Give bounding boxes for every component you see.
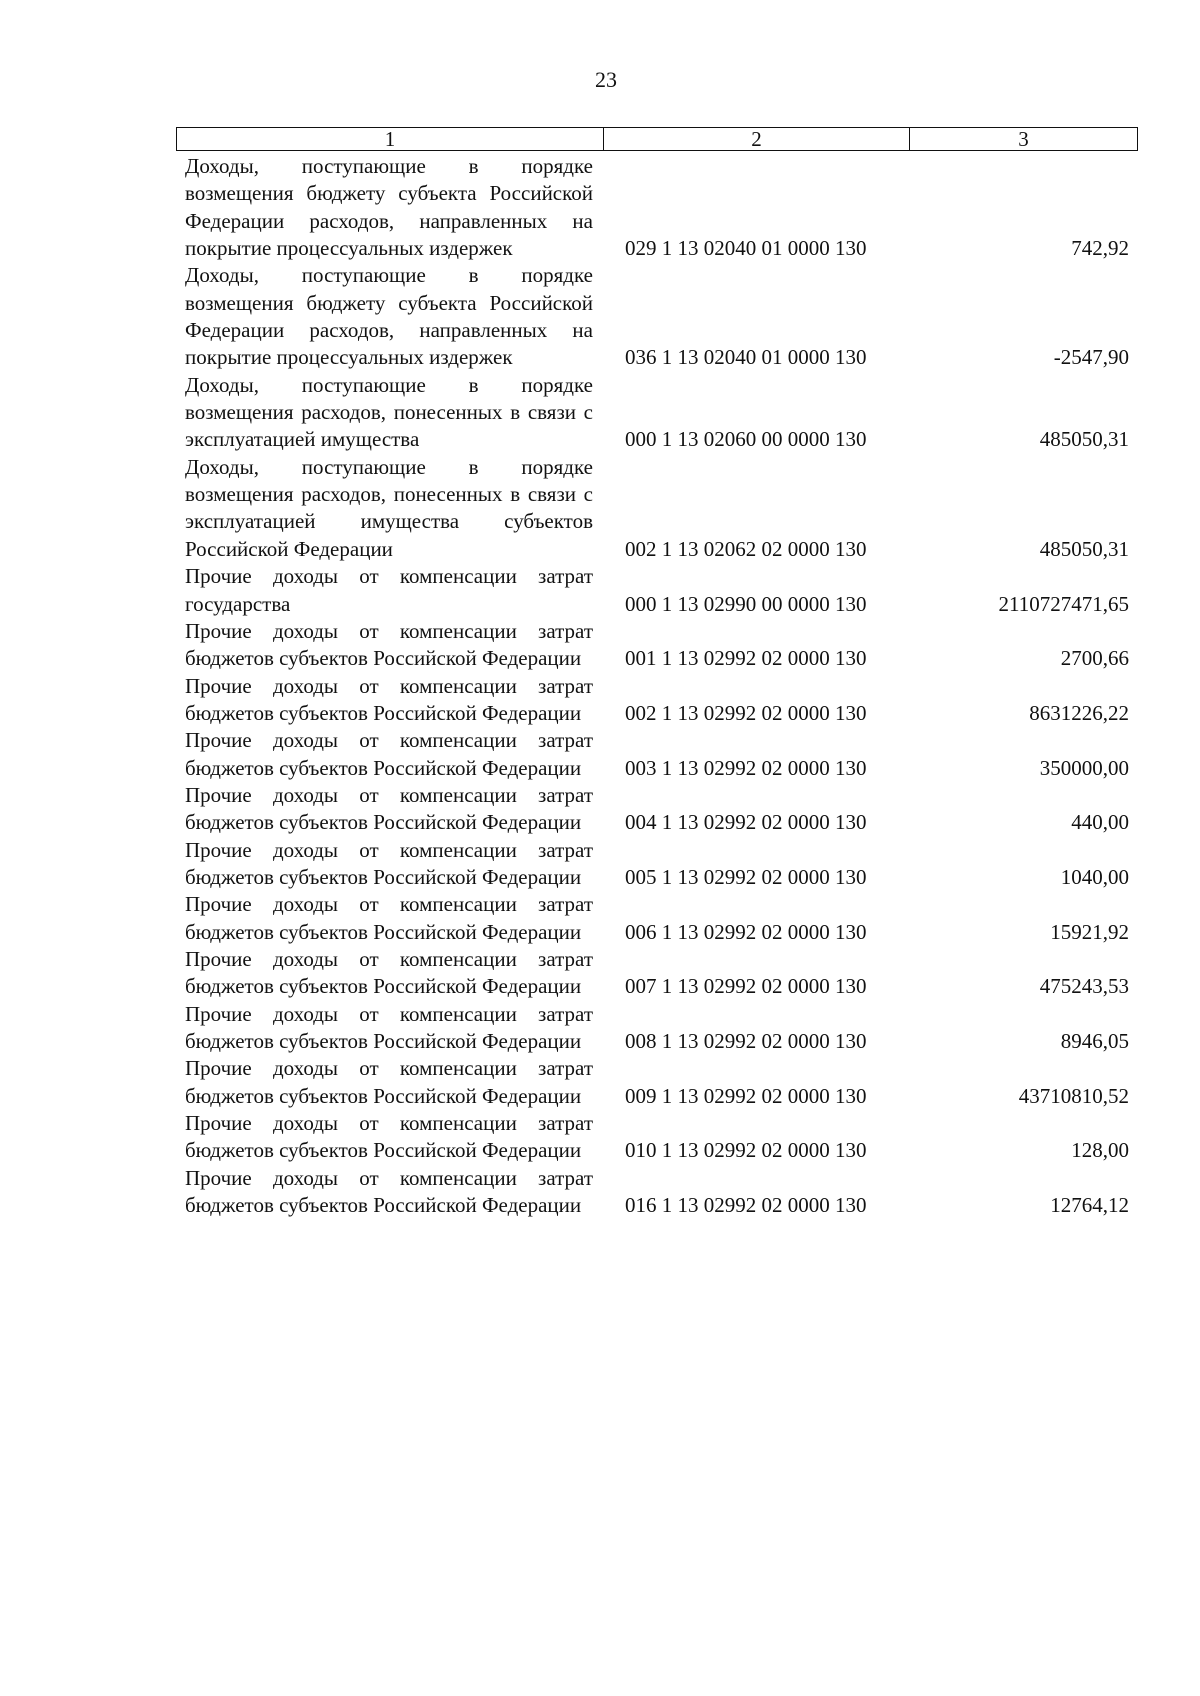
amount: 128,00 [1071, 1138, 1129, 1163]
table-row [185, 372, 1129, 454]
amount: 2110727471,65 [998, 591, 1129, 616]
table-row [185, 946, 1129, 1001]
budget-code: 005 1 13 02992 02 0000 130 [625, 864, 867, 889]
income-name: Прочие доходы от компенсации затрат бюджетов субъектов Российской Федерации [185, 892, 593, 944]
amount: 8946,05 [1060, 1029, 1129, 1053]
table-row [185, 1165, 1129, 1220]
amount: 1040,00 [1060, 864, 1129, 889]
income-name: Доходы, поступающие в порядке возмещения расходов, понесенных в связи с эксплуатацией имущества субъектов Российской Федерации [185, 454, 593, 561]
income-name: Прочие доходы от компенсации затрат бюджетов субъектов Российской Федерации [185, 782, 593, 835]
budget-code: 003 1 13 02992 02 0000 130 [625, 755, 867, 780]
budget-code: 029 1 13 02040 01 0000 130 [625, 236, 867, 261]
income-name: Прочие доходы от компенсации затрат бюджетов субъектов Российской Федерации [185, 1056, 593, 1108]
budget-code: 002 1 13 02992 02 0000 130 [625, 700, 867, 725]
table-row [185, 727, 1129, 782]
income-name: Доходы, поступающие в порядке возмещения расходов, понесенных в связи с эксплуатацией имущества [185, 372, 593, 452]
table-header [176, 127, 1138, 151]
table-row [185, 1001, 1129, 1056]
table-row [185, 1055, 1129, 1110]
budget-code: 000 1 13 02990 00 0000 130 [625, 591, 867, 616]
income-name: Доходы, поступающие в порядке возмещения бюджету субъекта Российской Федерации расходов, направленных на покрытие процессуальных издержек [185, 154, 593, 261]
table-row [185, 673, 1129, 728]
table-row [185, 891, 1129, 946]
table-body [185, 153, 1129, 1219]
amount: 8631226,22 [1029, 700, 1129, 725]
page-number: 23 [595, 67, 617, 92]
table-row [185, 1110, 1129, 1165]
income-name: Прочие доходы от компенсации затрат бюджетов субъектов Российской Федерации [185, 837, 593, 889]
table-row [185, 563, 1129, 618]
amount: 12764,12 [1050, 1193, 1129, 1218]
budget-code: 000 1 13 02060 00 0000 130 [625, 427, 867, 452]
table-row [185, 782, 1129, 837]
budget-code: 001 1 13 02992 02 0000 130 [625, 646, 867, 671]
header-column-3: 3 [1018, 127, 1029, 151]
amount: 15921,92 [1050, 919, 1129, 944]
income-name: Прочие доходы от компенсации затрат бюджетов субъектов Российской Федерации [185, 673, 593, 725]
budget-code: 002 1 13 02062 02 0000 130 [625, 536, 867, 561]
table-row [185, 837, 1129, 892]
table-row [185, 618, 1129, 673]
budget-code: 016 1 13 02992 02 0000 130 [625, 1193, 867, 1218]
income-name: Прочие доходы от компенсации затрат государства [185, 564, 593, 616]
income-name: Прочие доходы от компенсации затрат бюджетов субъектов Российской Федерации [185, 1001, 593, 1053]
amount: 475243,53 [1039, 974, 1129, 999]
amount: 742,92 [1071, 236, 1129, 261]
amount: -2547,90 [1053, 345, 1129, 370]
table-row [185, 262, 1129, 371]
income-name: Прочие доходы от компенсации затрат бюджетов субъектов Российской Федерации [185, 946, 593, 999]
header-column-1: 1 [177, 128, 604, 150]
income-name: Доходы, поступающие в порядке возмещения бюджету субъекта Российской Федерации расходов, направленных на покрытие процессуальных издержек [185, 263, 593, 370]
income-name: Прочие доходы от компенсации затрат бюджетов субъектов Российской Федерации [185, 1165, 593, 1218]
table-row [185, 153, 1129, 262]
income-name: Прочие доходы от компенсации затрат бюджетов субъектов Российской Федерации [185, 618, 593, 671]
income-name: Прочие доходы от компенсации затрат бюджетов субъектов Российской Федерации [185, 1111, 593, 1163]
amount: 350000,00 [1039, 755, 1129, 780]
income-name: Прочие доходы от компенсации затрат бюджетов субъектов Российской Федерации [185, 728, 593, 780]
header-column-2: 2 [604, 128, 910, 150]
amount: 485050,31 [1039, 536, 1129, 561]
budget-code: 004 1 13 02992 02 0000 130 [625, 810, 867, 835]
table-row [185, 454, 1129, 563]
budget-code: 036 1 13 02040 01 0000 130 [625, 345, 867, 370]
amount: 440,00 [1071, 810, 1129, 835]
budget-code: 007 1 13 02992 02 0000 130 [625, 974, 867, 999]
budget-code: 008 1 13 02992 02 0000 130 [625, 1029, 867, 1053]
budget-code: 006 1 13 02992 02 0000 130 [625, 919, 867, 944]
budget-code: 010 1 13 02992 02 0000 130 [625, 1138, 867, 1163]
amount: 2700,66 [1060, 646, 1129, 671]
amount: 43710810,52 [1018, 1083, 1129, 1108]
amount: 485050,31 [1039, 427, 1129, 452]
budget-code: 009 1 13 02992 02 0000 130 [625, 1083, 867, 1108]
